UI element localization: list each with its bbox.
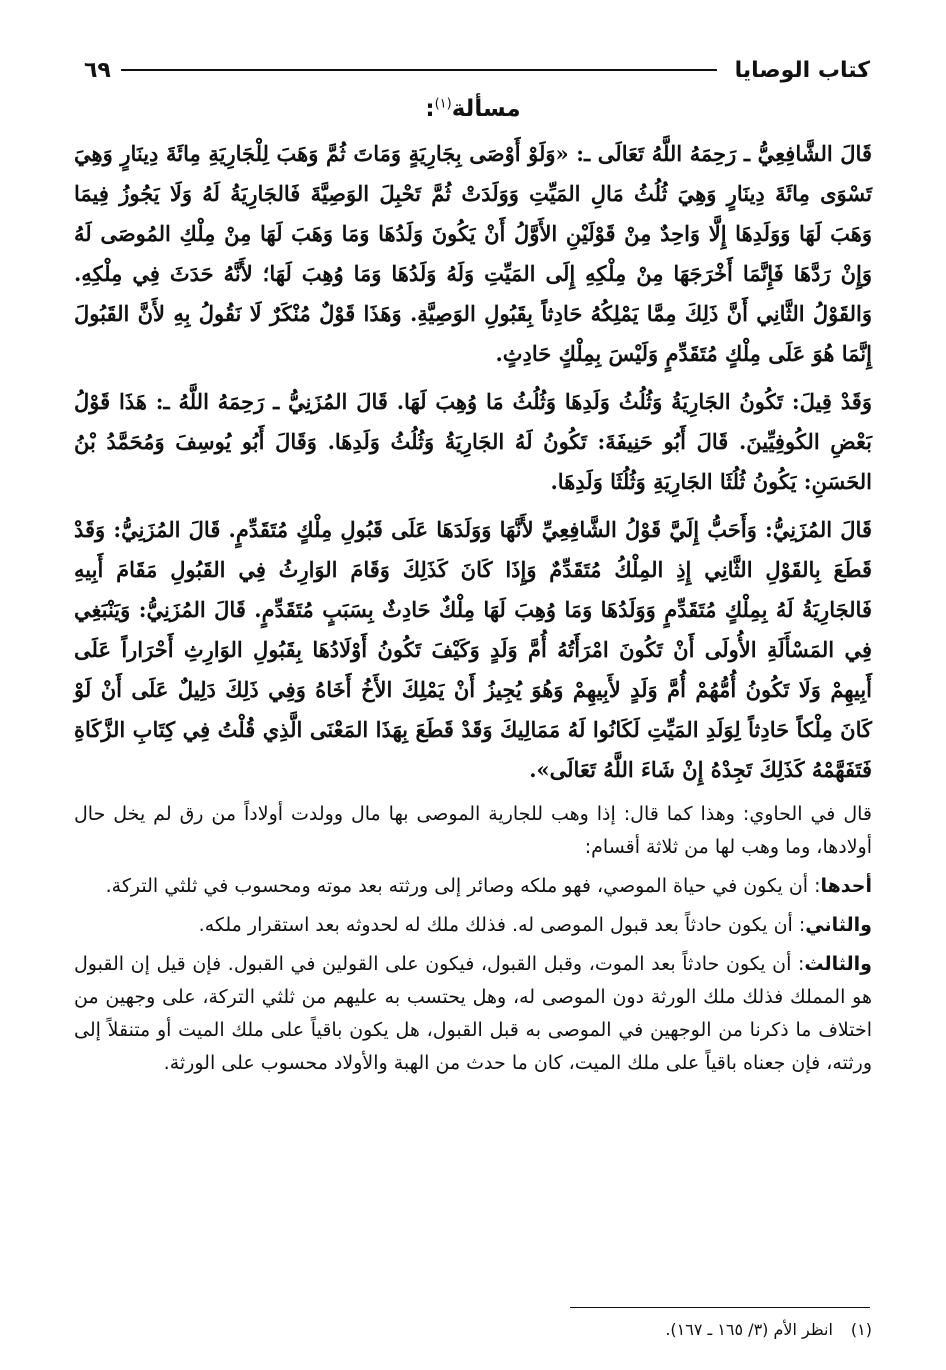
commentary-paragraph [74,909,872,942]
commentary-text: : أن يكون في حياة الموصي، فهو ملكه وصائر إلى ورثته بعد موته ومحسوب في ثلثي التركة. [105,875,821,897]
commentary-text: : أن يكون حادثاً بعد الموت، وقبل القبول، فيكون على القولين في القبول. فإن قيل إن القبول هو المملك فذلك ملك الورثة دون الموصى له، وهل يحتسب به عليهم من ثلثي التركة، على وجهين من اختلاف ما ذكرنا من الوجهين في الموصى به قبل القبول، هل يكون باقياً على ملك الميت أو متنقلاً إلى ورثته، فإن جعناه باقياً على ملك الميت، كان ما حدث من الهبة والأولاد محسوب على الورثة. [74,953,872,1074]
section-title-colon: : [425,96,435,122]
footnote-number: (١) [850,1320,872,1339]
page-number: ٦٩ [84,57,111,83]
commentary-lead: أحدها [820,875,872,897]
running-header [84,52,870,88]
quoted-paragraph: قَالَ المُزَنِيُّ: وَأَحَبُّ إِلَيَّ قَوْلُ الشَّافِعِيِّ لأَنَّهَا وَوَلَدَهَا عَلَى قَبُولِ مِلْكٍ مُتَقَدِّمٍ. قَالَ المُزَنِيُّ: وَقَدْ قَطَعَ بِالقَوْلِ الثَّانِي إِذِ المِلْكُ مُتَقَدِّمٌ وَإِذَا كَانَ كَذَلِكَ وَقَامَ الوَارِثُ فِي القَبُولِ مَقَامَ أَبِيهِ فَالجَارِيَةُ لَهُ بِمِلْكٍ مُتَقَدِّمٍ وَوَلَدُهَا وَمَا وُهِبَ لَهَا مِلْكٌ حَادِثٌ بِسَبَبٍ مُتَقَدِّمٍ. قَالَ المُزَنِيُّ: وَيَنْبَغِي فِي المَسْأَلَةِ الأُولَى أَنْ تَكُونَ امْرَأَتُهُ أُمَّ وَلَدٍ وَكَيْفَ تَكُونُ أَوْلَادُهَا بِقَبُولِ الوَارِثِ أَحْرَاراً عَلَى أَبِيهِمْ وَلَا تَكُونُ أُمُّهُمْ أُمَّ وَلَدٍ لأَبِيهِمْ وَهُوَ يُجِيزُ أَنْ يَمْلِكَ الأَخُ أَخَاهُ وَفِي ذَلِكَ دَلِيلٌ عَلَى أَنْ لَوْ كَانَ مِلْكاً حَادِثاً لِوَلَدِ المَيِّتِ لَكَانُوا لَهُ مَمَالِيكَ وَقَدْ قَطَعَ بِهَذَا المَعْنَى الَّذِي قُلْتُ فِي كِتَابِ الزَّكَاةِ فَتَفَهَّمْهُ كَذَلِكَ تَجِدْهُ إِنْ شَاءَ اللَّهُ تَعَالَى». [74,517,872,782]
quoted-paragraph: قَالَ الشَّافِعِيُّ ـ رَحِمَهُ اللَّهُ تَعَالَى ـ: «وَلَوْ أَوْصَى بِجَارِيَةٍ وَمَاتَ ثُمَّ وَهَبَ لِلْجَارِيَةِ مِائَةَ دِينَارٍ وَهِيَ تَسْوَى مِائَةَ دِينَارٍ وَهِيَ ثُلُثُ مَالِ المَيِّتِ وَوَلَدَتْ ثُمَّ تَحْبِلَ الوَصِيَّةَ فَالجَارِيَةُ لَهُ وَلَا يَجُوزُ فِيمَا وَهَبَ لَهَا وَوَلَدِهَا إِلَّا وَاحِدٌ مِنْ قَوْلَيْنِ الأَوَّلُ أَنْ يَكُونَ وَلَدُهَا وَمَا وَهَبَ لَهَا مِنْ مِلْكِ المُوصَى لَهُ وَإِنْ رَدَّهَا فَإِنَّمَا أَخْرَجَهَا مِنْ مِلْكِهِ إِلَى المَيِّتِ وَلَهُ وَلَدُهَا وَمَا وُهِبَ لَهَا؛ لأَنَّهُ حَدَثَ فِي مِلْكِهِ. وَالقَوْلُ الثَّانِي أَنَّ ذَلِكَ مِمَّا يَمْلِكُهُ حَادِثاً بِقَبُولِ الوَصِيَّةِ. وَهَذَا قَوْلٌ مُنْكَرٌ لَا نَقُولُ بِهِ لأَنَّ القَبُولَ إِنَّمَا هُوَ عَلَى مِلْكٍ مُتَقَدِّمٍ وَلَيْسَ بِمِلْكٍ حَادِثٍ. [74,141,872,366]
commentary-lead: والثالث [804,953,872,975]
quoted-paragraph: وَقَدْ قِيلَ: تَكُونُ الجَارِيَةُ وَثُلُثُ وَلَدِهَا وَثُلُثُ مَا وُهِبَ لَهَا. قَالَ المُزَنِيُّ ـ رَحِمَهُ اللَّهُ ـ: هَذَا قَوْلُ بَعْضِ الكُوفِيِّينَ. قَالَ أَبُو حَنِيفَةَ: تَكُونُ لَهُ الجَارِيَةُ وَثُلُثُ وَلَدِهَا. وَقَالَ أَبُو يُوسِفَ وَمُحَمَّدُ بْنُ الحَسَنِ: يَكُونُ ثُلُثَا الجَارِيَةِ وَثُلُثَا وَلَدِهَا. [74,389,872,494]
section-title [0,96,946,122]
book-title: كتاب الوصايا [734,57,870,83]
main-text [74,134,872,1086]
section-title-text: مسألة [451,96,521,122]
commentary-paragraph [74,870,872,903]
commentary-lead: والثاني [805,914,872,936]
commentary-text: : أن يكون حادثاً بعد قبول الموصى له. فذلك ملك له لحدوثه بعد استقرار ملكه. [198,914,806,936]
footnote-rule [570,1307,870,1308]
footnote [272,1318,872,1342]
footnote-reference: (١) [434,96,452,112]
commentary-paragraph [74,798,872,864]
commentary-text: قال في الحاوي: وهذا كما قال: إذا وهب للجارية الموصى بها مال وولدت أولاداً من رق لم يخل حال أولادها، وما وهب لها من ثلاثة أقسام: [74,803,872,858]
footnote-text: انظر الأم (٣/ ١٦٥ ـ ١٦٧). [665,1320,833,1339]
header-rule [121,69,717,71]
commentary-paragraph [74,948,872,1080]
